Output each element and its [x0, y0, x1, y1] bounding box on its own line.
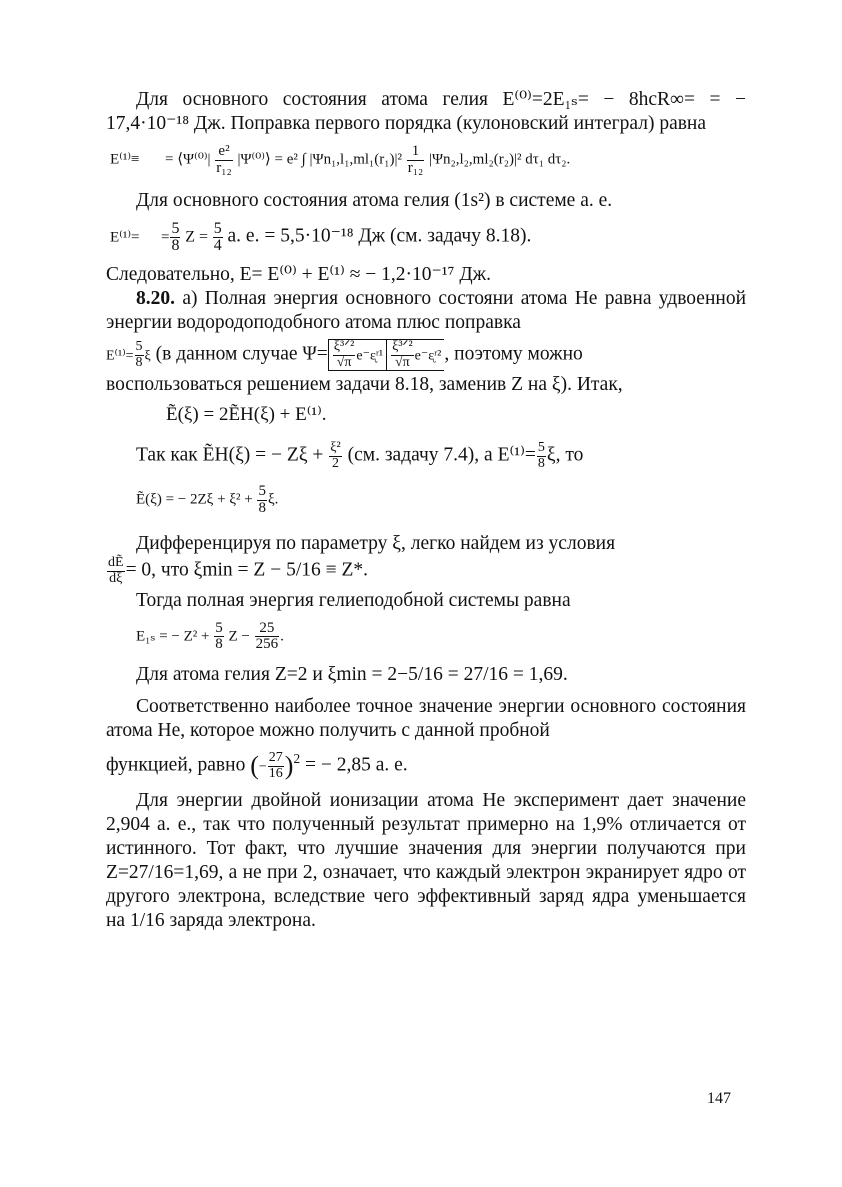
p8-frac-num: dẼ — [108, 555, 124, 571]
eq1-frac1-num: e² — [218, 143, 230, 159]
eq1-frac2-den: r₁₂ — [407, 159, 424, 176]
paragraph-use-solution: воспользоваться решением задачи 8.18, заменив Z на ξ). Итак, — [106, 374, 623, 396]
eq3-bracket1-fraction — [333, 340, 356, 370]
p12-fraction-27-16 — [268, 751, 284, 781]
eq3-b1-exp: e⁻ᶓʳ¹ — [356, 348, 384, 364]
eq3-b2-den: √π — [391, 355, 414, 371]
problem-number: 8.20. — [136, 288, 175, 310]
eq3-frac-den: 8 — [135, 354, 143, 370]
eq3-bracket-2 — [386, 339, 444, 371]
paragraph-problem-8-20 — [106, 287, 746, 335]
equation-total-energy-xi: Ẽ(ξ) = 2ẼH(ξ) + E⁽¹⁾. — [166, 404, 327, 426]
paragraph-since — [106, 441, 746, 471]
eq2-fraction-5-8 — [170, 221, 180, 256]
eq3-b2-num: ξ³ᐟ² — [392, 339, 413, 355]
p6-frac-den: 2 — [329, 456, 341, 472]
eq5-part-b: ξ. — [267, 491, 279, 508]
problem-text: а) Полная энергия основного состояни атома He равна удвоенной энергии водородоподобного атома плюс поправка — [106, 288, 746, 334]
paragraph-helium-ground-energy: Для основного состояния атома гелия E⁽⁰⁾=2E₁ₛ= − 8hcR∞= = − 17,4·10⁻¹⁸ Дж. Поправка первого порядка (кулоновский интеграл) равна — [106, 89, 746, 134]
p6-part-a: Так как ẼH(ξ) = − Zξ + — [136, 445, 324, 467]
eq1-fraction-e2-r12 — [215, 144, 232, 177]
p12-part-a: функцией, равно — [106, 754, 246, 776]
eq1-part2: |Ψ⁽⁰⁾⟩ = e² ∫ |Ψn₁,l₁,ml₁(r₁)|² — [237, 151, 402, 168]
paragraph-atomic-units: Для основного состояния атома гелия (1s²) в системе а. е. — [136, 189, 613, 211]
eq2-tail: а. е. = 5,5·10⁻¹⁸ Дж (см. задачу 8.18). — [227, 225, 532, 247]
eq2-frac1-den: 8 — [171, 237, 180, 255]
p6-fraction-xi2-2 — [329, 441, 341, 471]
eq2-lhs: E⁽¹⁾= — [110, 229, 140, 246]
eq3-b1-den: √π — [333, 355, 356, 371]
eq2-fraction-5-4 — [213, 221, 223, 256]
eq3-xi: ξ — [144, 348, 151, 364]
eq6-frac1-den: 8 — [215, 636, 223, 653]
p6-frac-num: ξ² — [330, 440, 341, 456]
equation-final-energy: функцией, равно (− $\frac{27}{16}$ )$^2$ = − 2,85 а. е. — [106, 750, 408, 781]
eq6-fraction-25-256 — [255, 621, 280, 654]
paragraph-helium-values: Для атома гелия Z=2 и ξmin = 2−5/16 = 27/16 = 1,69. — [136, 664, 568, 686]
p6-part-c: ξ, то — [546, 445, 584, 467]
eq6-fraction-5-8 — [214, 621, 224, 654]
paragraph-differentiating: Дифференцируя по параметру ξ, легко найдем из условия — [136, 533, 616, 555]
equation-trial-function-line — [106, 339, 746, 371]
eq1-part1: = ⟨Ψ⁽⁰⁾| — [165, 151, 211, 168]
equation-minimum-condition — [106, 556, 746, 586]
eq2-frac2-num: 5 — [213, 219, 222, 237]
eq3-fraction-5-8 — [135, 340, 144, 370]
eq6-frac1-num: 5 — [215, 619, 223, 636]
paragraph-double-ionization: Для энергии двойной ионизации атома He эксперимент дает значение 2,904 а. е., так что полученный результат примерно на 1,9% отличается от истинного. Тот факт, что лучшие значения для энергии получаются при Z=27/16=1,69, а не при 2, означает, что каждый электрон экранирует ядро от другого электрона, вследствие чего эффективный заряд ядра уменьшается на 1/16 заряда электрона. — [106, 790, 746, 932]
p8-text: = 0, что ξmin = Z − 5/16 ≡ Z*. — [125, 560, 369, 581]
paragraph-consequently: Следовательно, E= E⁽⁰⁾ + E⁽¹⁾ ≈ − 1,2·10⁻¹⁷ Дж. — [106, 264, 491, 286]
paragraph-accurate-value: Соответственно наиболее точное значение энергии основного состояния атома He, которое можно получить с данной пробной — [106, 696, 746, 742]
p6-frac2-num: 5 — [537, 440, 545, 456]
eq3-lhs: E⁽¹⁾= — [106, 348, 134, 364]
p12-part-b: = − 2,85 а. е. — [304, 754, 408, 776]
eq6-frac2-den: 256 — [255, 636, 279, 653]
equation-helium-like-energy — [106, 621, 746, 654]
eq3-frac-num: 5 — [135, 339, 143, 355]
p12-frac-den: 16 — [268, 765, 283, 781]
p6-fraction-5-8 — [537, 441, 546, 471]
eq2-frac1-num: 5 — [171, 219, 180, 237]
eq1-lhs: E⁽¹⁾≡ — [110, 151, 140, 168]
eq3-b2-exp: e⁻ᶓʳ² — [414, 348, 442, 364]
eq3-bracket2-fraction — [391, 340, 414, 370]
eq3-text2: , поэтому можно — [444, 343, 583, 365]
text-column — [106, 88, 746, 933]
p8-frac-den: dξ — [107, 571, 125, 587]
eq1-fraction-1-r12 — [407, 144, 424, 177]
eq6-frac2-num: 25 — [259, 619, 275, 636]
eq1-frac2-num: 1 — [411, 143, 420, 159]
eq5-frac-num: 5 — [258, 482, 266, 499]
p6-frac2-den: 8 — [537, 456, 545, 472]
page-number: 147 — [707, 1090, 731, 1107]
eq5-frac-den: 8 — [258, 499, 266, 516]
eq1-frac1-den: r₁₂ — [216, 159, 232, 176]
p12-frac-num: 27 — [268, 750, 283, 766]
eq5-fraction-5-8 — [257, 484, 267, 517]
paragraph-then-total-energy: Тогда полная энергия гелиеподобной системы равна — [136, 589, 571, 611]
eq2-middle: Z = — [185, 228, 209, 246]
equation-first-order-correction: E⁽¹⁾= = $\frac{5}{8}$ Z = $\frac{5}{4}$ а. е. = 5,5·10⁻¹⁸ Дж (см. задачу 8.18). — [110, 219, 532, 255]
p8-fraction-dE-dxi — [107, 556, 125, 586]
eq2-frac2-den: 4 — [213, 237, 222, 255]
eq3-text1: (в данном случае Ψ= — [155, 343, 328, 365]
eq6-part-c: . — [280, 628, 284, 645]
p6-part-b: (см. задачу 7.4), а E⁽¹⁾= — [347, 445, 536, 467]
eq3-bracket-1 — [328, 339, 386, 371]
equation-coulomb-integral — [106, 144, 746, 177]
eq1-part3: |Ψn₂,l₂,ml₂(r₂)|² dτ₁ dτ₂. — [428, 151, 571, 168]
eq3-b1-num: ξ³ᐟ² — [333, 339, 355, 355]
eq6-part-b: Z − — [228, 628, 250, 645]
equation-energy-function — [106, 484, 746, 517]
eq5-part-a: Ẽ(ξ) = − 2Zξ + ξ² + — [136, 491, 253, 508]
eq6-part-a: E₁ₛ = − Z² + — [136, 628, 210, 645]
